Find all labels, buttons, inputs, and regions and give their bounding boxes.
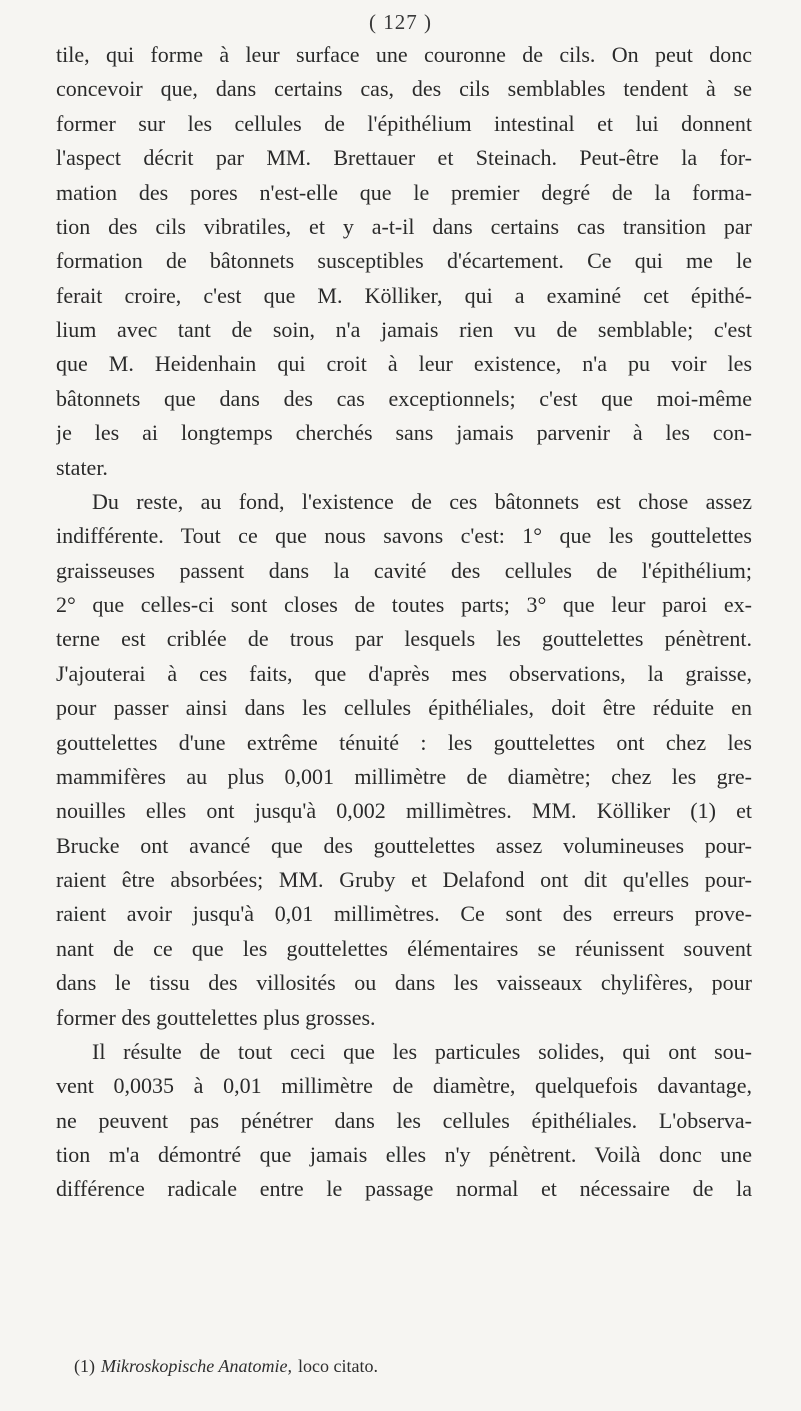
text-line: bâtonnets que dans des cas exceptionnels; c'est que moi-même [56,385,752,411]
text-line: Du reste, au fond, l'existence de ces bâtonnets est chose assez [92,488,752,514]
text-line: je les ai longtemps cherchés sans jamais parvenir à les con- [56,420,752,446]
text-line: mation des pores n'est-elle que le premier degré de la forma- [56,179,752,205]
text-line: ne peuvent pas pénétrer dans les cellules épithéliales. L'observa- [56,1107,752,1133]
text-line: indifférente. Tout ce que nous savons c'est: 1° que les gouttelettes [56,523,752,549]
text-line: ferait croire, c'est que M. Kölliker, qui a examiné cet épithé- [56,282,752,308]
text-line: tion m'a démontré que jamais elles n'y pénètrent. Voilà donc une [56,1142,752,1167]
text-line: former des gouttelettes plus grosses. [56,1004,376,1030]
text-line: formation de bâtonnets susceptibles d'écartement. Ce qui me le [56,248,752,274]
page-number: ( 127 ) [369,10,432,34]
text-line: terne est criblée de trous par lesquels les gouttelettes pénètrent. [56,626,752,652]
text-line: Il résulte de tout ceci que les particules solides, qui ont sou- [92,1038,752,1064]
body-text [56,38,752,1207]
text-line: concevoir que, dans certains cas, des cils semblables tendent à se [56,76,752,102]
text-line: différence radicale entre le passage normal et nécessaire de la [56,1176,752,1202]
text-line: raient avoir jusqu'à 0,01 millimètres. Ce sont des erreurs prove- [56,901,752,927]
text-line: pour passer ainsi dans les cellules épithéliales, doit être réduite en [56,695,752,721]
text-line: Brucke ont avancé que des gouttelettes assez volumineuses pour- [56,832,752,858]
text-line: 2° que celles-ci sont closes de toutes parts; 3° que leur paroi ex- [56,592,752,617]
text-line: former sur les cellules de l'épithélium intestinal et lui donnent [56,110,752,136]
text-line: stater. [56,454,108,480]
footnote-title: Mikroskopische Anatomie, [101,1356,292,1376]
text-line: J'ajouterai à ces faits, que d'après mes observations, la graisse, [56,660,752,686]
footnote-location: loco citato. [297,1356,378,1376]
text-line: tile, qui forme à leur surface une couronne de cils. On peut donc [56,42,752,67]
text-line: vent 0,0035 à 0,01 millimètre de diamètre, quelquefois davantage, [56,1073,752,1099]
text-line: mammifères au plus 0,001 millimètre de diamètre; chez les gre- [56,763,752,789]
footnote [56,1354,752,1378]
footnote-marker: (1) [74,1356,95,1376]
text-line: l'aspect décrit par MM. Brettauer et Steinach. Peut-être la for- [56,145,752,171]
text-line: gouttelettes d'une extrême ténuité : les gouttelettes ont chez les [56,729,752,755]
text-line: lium avec tant de soin, n'a jamais rien vu de semblable; c'est [56,317,752,342]
text-line: dans le tissu des villosités ou dans les vaisseaux chylifères, pour [56,970,752,996]
text-line: nouilles elles ont jusqu'à 0,002 millimètres. MM. Kölliker (1) et [56,798,752,824]
text-line: graisseuses passent dans la cavité des cellules de l'épithélium; [56,557,752,583]
text-line: raient être absorbées; MM. Gruby et Delafond ont dit qu'elles pour- [56,867,752,892]
text-line: tion des cils vibratiles, et y a-t-il dans certains cas transition par [56,213,752,239]
text-line: que M. Heidenhain qui croit à leur existence, n'a pu voir les [56,351,752,377]
text-line: nant de ce que les gouttelettes élémentaires se réunissent souvent [56,935,752,961]
